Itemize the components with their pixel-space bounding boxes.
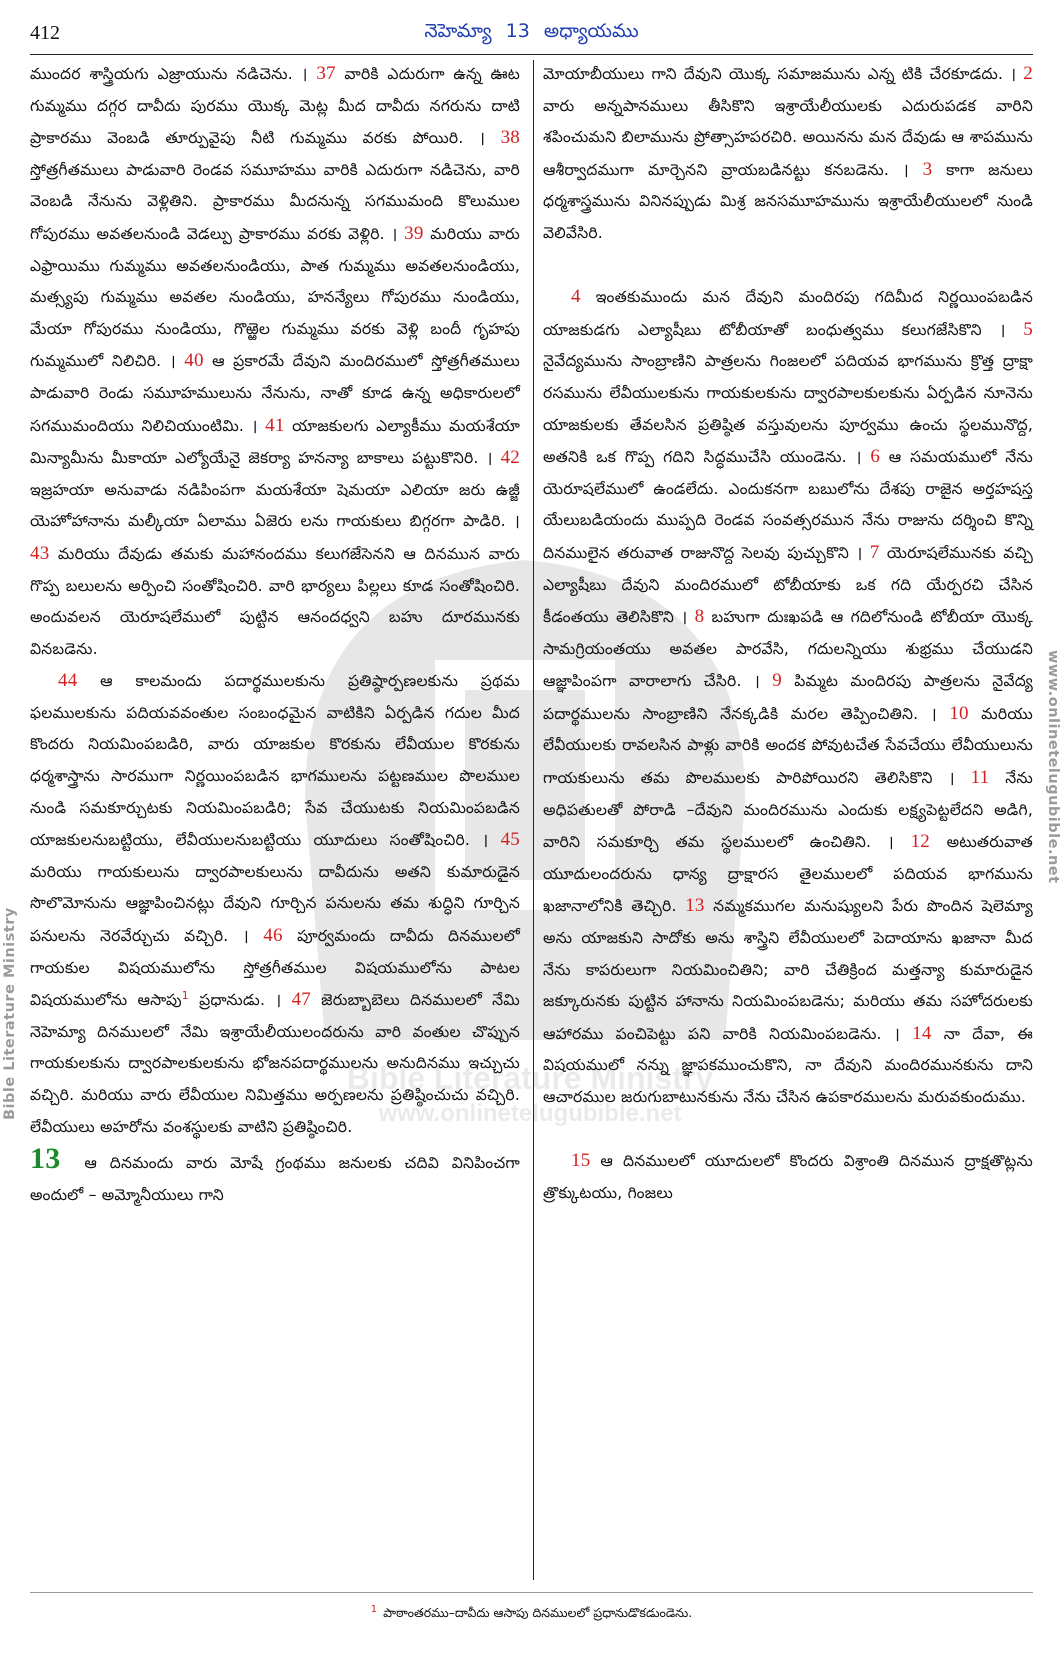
text: ఇంతకుముందు మన దేవుని మందిరపు గదిమీద నిర్ణయింపబడిన యాజకుడగు ఎల్యాషీబు టోబీయాతో బంధుత్వము కలుగజేసికొని । bbox=[543, 288, 1033, 339]
verse-number: 47 bbox=[291, 989, 311, 1011]
chapter-number-header: 13 bbox=[505, 20, 530, 42]
text: యాజకులగు ఎల్యాకీము మయశేయా మిన్యామీను మీకాయా ఎల్యోయేనై జెకర్యా హనన్యా బాకాలు పట్టుకొనిరి. । bbox=[30, 416, 520, 468]
verse-number: 45 bbox=[500, 829, 520, 851]
verse-number: 3 bbox=[922, 158, 933, 180]
text: ఆ దినములలో యూదులలో కొందరు విశ్రాంతి దినమున ద్రాక్షతొట్లను త్రొక్కుటయు, గింజలు bbox=[543, 1152, 1033, 1202]
verse-number: 2 bbox=[1023, 63, 1033, 84]
watermark-text: Bible Literature Ministry bbox=[346, 1060, 714, 1096]
text: ఇజ్రహయా అనువాడు నడిపింపగా మయశేయా షెమయా ఎలియా జరు ఉజ్జీ యెహోహానాను మల్కీయా ఏలాము ఏజెరు లను గాయకులు బిగ్గరగా పాడిరి. । bbox=[30, 480, 520, 531]
verse-number: 41 bbox=[265, 414, 285, 436]
verse-number: 38 bbox=[500, 127, 520, 149]
text: అటుతరువాత యూదులందరును ధాన్య ద్రాక్షారస తైలములలో పదియవ భాగమును ఖజానాలోనికి తెచ్చిరి. bbox=[543, 833, 1033, 916]
text: ఆ ప్రకారమే దేవుని మందిరములో స్తోత్రగీతములు పాడువారి రెండు సమూహములును నేనును, నాతో కూడ ఉన్న అధికారులలో సగముమందియు నిలిచియుంటిమి. । bbox=[30, 352, 520, 435]
footnote bbox=[0, 1604, 1063, 1624]
header-rule bbox=[30, 54, 1033, 55]
verse-number: 4 bbox=[571, 286, 581, 308]
text: మరియు గాయకులును ద్వారపాలకులును దావీదును అతని కుమారుడైన సొలొమోనును ఆజ్ఞాపించినట్లు దేవుని గూర్చిన పనులను తమ శుద్ధిని గూర్చిన పనులను నెరవేర్చుచు వచ్చిరి. । bbox=[30, 862, 520, 946]
text: నైవేద్యమును సాంబ్రాణిని పాత్రలను గింజలలో పదియవ భాగమును క్రొత్త ద్రాక్షా రసమును లేవీయులకును గాయకులకును ద్వారపాలకులకును ఏర్పడిన నూనెను యాజకులకు తేవలసిన ప్రతిష్ఠిత వస్తువులను పూర్వము ఉంచు స్థలమునొద్ద, అతనికి ఒక గొప్ప గదిని సిద్ధముచేసి యుండెను. । bbox=[543, 352, 1033, 467]
verse-number: 13 bbox=[685, 895, 705, 917]
side-label-right: www.onlinetelugubible.net bbox=[1045, 650, 1061, 884]
verse-number: 43 bbox=[30, 542, 50, 564]
side-label-left: Bible Literature Ministry bbox=[2, 907, 18, 1120]
watermark-url: www.onlinetelugubible.net bbox=[378, 1100, 682, 1127]
verse-number: 44 bbox=[58, 670, 78, 692]
verse-number: 46 bbox=[263, 925, 283, 947]
text: కాగా జనులు ధర్మశాస్త్రమును వినినప్పుడు మిశ్ర జనసమూహమును ఇశ్రాయేలీయులలో నుండి వెలివేసిరి. bbox=[543, 160, 1033, 242]
right-column bbox=[543, 58, 1033, 1209]
footnote-text: పాఠాంతరము–దావీదు ఆసాపు దినములలో ప్రధానుడొకడుండెను. bbox=[383, 1605, 693, 1621]
paragraph bbox=[30, 58, 520, 665]
verse-number: 40 bbox=[184, 350, 204, 372]
text: మరియు దేవుడు తమకు మహానందము కలుగజేసెనని ఆ దినమున వారు గొప్ప బలులను అర్పించి సంతోషించిరి. వారి భార్యలు పిల్లలు కూడ సంతోషించిరి. అందువలన యెరూషలేములో పుట్టిన ఆనందధ్వని బహు దూరమునకు వినబడెను. bbox=[30, 544, 520, 658]
text: నమ్మకముగల మనుష్యులని పేరు పొందిన షెలెమ్యా అను యాజకుని సాదోకు అను శాస్త్రిని లేవీయులలో పెదాయాను ఖజానా మీద నేను కాపరులుగా నియమించితిని; వారి చేతిక్రింద మత్తన్యా కుమారుడైన జక్కూరునకు పుట్టిన హానాను నియమింపబడెను; మరియు తమ సహోదరులకు ఆహారము పంచిపెట్టు పని వారికి నియమింపబడెను. । bbox=[543, 897, 1033, 1043]
text: వారు అన్నపానములు తీసికొని ఇశ్రాయేలీయులకు ఎదురుపడక వారిని శపించుమని బిలామును ప్రోత్సాహపరచిరి. అయినను మన దేవుడు ఆ శాపమును ఆశీర్వాదముగా మార్చెనని వ్రాయబడినట్టు కనబడెను. । bbox=[543, 96, 1033, 179]
text: నేను అధిపతులతో పోరాడి –దేవుని మందిరమును ఎందుకు లక్ష్యపెట్టలేదని అడిగి, వారిని సమకూర్చి తమ స్థలములలో ఉంచితిని. । bbox=[543, 769, 1033, 852]
text: స్తోత్రగీతములు పాడువారి రెండవ సమూహము వారికి ఎదురుగా నడిచెను, వారి వెంబడి నేనును వెళ్లితిని. ప్రాకారము మీదనున్న సగముమంది కొలుముల గోపురము అవతలనుండి వెడల్పు ప్రాకారము వరకు వెళ్లిరి. । bbox=[30, 160, 520, 243]
chapter-word: అధ్యాయము bbox=[543, 20, 639, 42]
text: నా దేవా, ఈ విషయములో నన్ను జ్ఞాపకముంచుకొని, నా దేవుని మందిరమునకును దాని ఆచారముల జరుగుబాటునకును నేను చేసిన ఉపకారములను మరువకుందుము. bbox=[543, 1024, 1033, 1106]
chapter-start-number: 13 bbox=[30, 1142, 61, 1176]
verse-number: 10 bbox=[949, 702, 969, 724]
text: మరియు లేవీయులకు రావలసిన పాళ్లు వారికి అందక పోవుటచేత సేవచేయు లేవీయులును గాయకులును తమ పొలములకు పారిపోయిరని తెలిసికొని । bbox=[543, 704, 1033, 788]
verse-number: 5 bbox=[1023, 318, 1033, 340]
text: ఆ దినమందు వారు మోషే గ్రంథము జనులకు చదివి వినిపించగా అందులో – అమ్మోనీయులు గాని bbox=[30, 1154, 520, 1204]
verse-number: 8 bbox=[694, 606, 705, 628]
verse-number: 14 bbox=[912, 1022, 932, 1044]
footnote-reference[interactable]: 1 bbox=[181, 989, 189, 1003]
text: మోయాబీయులు గాని దేవుని యొక్క సమాజమును ఎన్న టికి చేరకూడదు. । bbox=[543, 65, 1017, 83]
verse-number: 6 bbox=[870, 446, 881, 468]
text: యెరూషలేమునకు వచ్చి ఎల్యాషీబు దేవుని మందిరములో టోబీయాకు ఒక గది యేర్పరచి చేసిన కీడంతయు తెలిసికొని । bbox=[543, 543, 1033, 627]
verse-number: 37 bbox=[316, 63, 336, 84]
text: మరియు వారు ఎఫ్రాయిము గుమ్మము అవతలనుండియు, పాత గుమ్మము అవతలనుండియు, మత్స్యపు గుమ్మము అవతల నుండియు, హనన్యేలు గోపురము నుండియు, మేయా గోపురము నుండియు, గొఱ్ఱెల గుమ్మము వరకు వెళ్లి బందీ గృహపు గుమ్మములో నిలిచిరి. । bbox=[30, 224, 520, 371]
paragraph bbox=[30, 1143, 520, 1211]
text: పూర్వమందు దావీదు దినములలో గాయకుల విషయములోను స్తోత్రగీతముల విషయములోను పాటల విషయములోను ఆసాపు bbox=[30, 927, 520, 1010]
text: జెరుబ్బాబెలు దినములలో నేమి నెహెమ్యా దినములలో నేమి ఇశ్రాయేలీయులందరును వారి వంతుల చొప్పున గాయకులకును ద్వారపాలకులకును భోజనపదార్థములను అనుదినము ఇచ్చుచు వచ్చిరి. మరియు వారు లేవీయుల నిమిత్తము అర్పణలను ప్రతిష్ఠించుచు వచ్చిరి. లేవీయులు అహరోను వంశస్థులకు వాటిని ప్రతిష్ఠించిరి. bbox=[30, 991, 520, 1136]
text: ఆ సమయములో నేను యెరూషలేములో ఉండలేదు. ఎందుకనగా బబులోను దేశపు రాజైన అర్తహషస్త యేలుబడియందు ముప్పది రెండవ సంవత్సరమున నేను రాజును దర్శించి కొన్ని దినములైన తరువాత రాజునొద్ద సెలవు పుచ్చుకొని । bbox=[543, 448, 1033, 562]
paragraph bbox=[30, 665, 520, 1143]
paragraph bbox=[543, 58, 1033, 250]
page-header bbox=[0, 20, 1063, 47]
page-number: 412 bbox=[30, 22, 60, 44]
text: ముందర శాస్త్రియగు ఎజ్రాయును నడిచెను. । bbox=[30, 65, 308, 83]
text: ఆ కాలమందు పదార్థములకును ప్రతిష్ఠార్పణలకును ప్రథమ ఫలములకును పదియవవంతుల సంబంధమైన వాటికిని ఏర్పడిన గదుల మీద కొందరు నియమింపబడిరి, వారు యాజకుల కొరకును లేవీయుల కొరకును ధర్మశాస్త్రాను సారముగా నిర్ణయింపబడిన భాగములను పట్టణముల పొలముల నుండి సమకూర్చుటకు నియమింపబడిరి; సేవ చేయుటకు నియమింపబడిన యాజకులనుబట్టియు, లేవీయులనుబట్టియు యూదులు సంతోషించిరి. । bbox=[30, 672, 520, 850]
verse-number: 12 bbox=[910, 831, 930, 853]
footnote-rule bbox=[30, 1592, 1033, 1593]
verse-number: 7 bbox=[869, 541, 880, 563]
verse-number: 9 bbox=[772, 670, 782, 692]
text: వారికి ఎదురుగా ఉన్న ఊట గుమ్మము దగ్గర దావీదు పురము యొక్క మెట్ల మీద దావీదు నగరును దాటి ప్రాకారము వెంబడి తూర్పువైపు నీటి గుమ్మము వరకు పోయిరి. । bbox=[30, 65, 520, 148]
paragraph bbox=[543, 1145, 1033, 1209]
text: ప్రధానుడు. । bbox=[199, 991, 282, 1010]
book-title: నెహెమ్యా bbox=[424, 20, 492, 42]
footnote-mark: 1 bbox=[370, 1604, 378, 1615]
column-divider bbox=[533, 60, 534, 1580]
left-column bbox=[30, 58, 520, 1211]
verse-number: 42 bbox=[500, 447, 520, 469]
text: బహుగా దుఃఖపడి ఆ గదిలోనుండి టోబీయా యొక్క సామగ్రియంతయు అవతల పారవేసి, గదులన్నియు శుభ్రము చేయుడని ఆజ్ఞాపింపగా వారాలాగు చేసిరి. । bbox=[543, 608, 1033, 691]
verse-number: 15 bbox=[571, 1150, 591, 1172]
verse-number: 39 bbox=[404, 222, 424, 244]
text: పిమ్మట మందిరపు పాత్రలను నైవేద్య పదార్థములను సాంబ్రాణిని నేనక్కడికి మరల తెప్పించితిని. । bbox=[543, 672, 1033, 723]
verse-number: 11 bbox=[970, 767, 990, 789]
paragraph bbox=[543, 281, 1033, 1113]
